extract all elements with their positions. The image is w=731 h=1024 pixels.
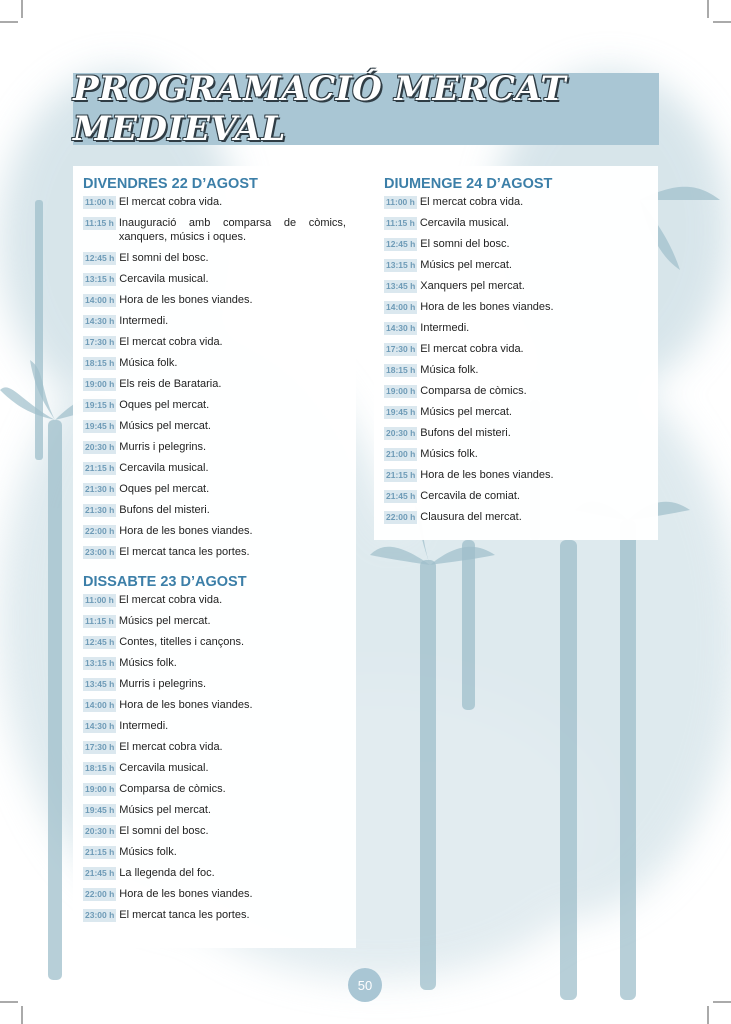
event-activity: Músics pel mercat. [119,420,211,432]
event-activity: Xanquers pel mercat. [420,280,525,292]
event-row [83,719,346,733]
event-time: 22:00 h [386,512,416,522]
event-row [384,279,648,293]
event-activity: El mercat cobra vida. [420,343,524,355]
event-row [83,461,346,475]
event-row [83,524,346,538]
event-time: 13:15 h [85,274,115,284]
event-list [384,195,648,524]
event-activity: Músics pel mercat. [420,259,512,271]
event-row [83,419,346,433]
event-row [83,698,346,712]
event-time: 17:30 h [85,742,115,752]
event-time: 18:15 h [85,358,115,368]
event-row [83,677,346,691]
event-activity: Comparsa de còmics. [420,385,527,397]
event-row [83,216,346,244]
day-block-friday [83,175,346,559]
event-time: 17:30 h [386,344,416,354]
event-time: 21:15 h [386,470,416,480]
event-row [83,545,346,559]
event-row [384,384,648,398]
event-time: 18:15 h [386,365,416,375]
event-time: 11:15 h [85,616,114,626]
event-row [83,195,346,209]
event-activity: Cercavila musical. [119,273,209,285]
schedule-panel-right [374,166,658,540]
event-activity: Hora de les bones viandes. [119,699,253,711]
event-activity: El mercat cobra vida. [119,741,223,753]
event-activity: Cercavila de comiat. [420,490,520,502]
event-activity: Intermedi. [119,720,169,732]
event-row [384,216,648,230]
day-block-saturday [83,573,346,922]
event-time: 13:15 h [386,260,416,270]
event-time: 12:45 h [386,239,416,249]
event-activity: El mercat cobra vida. [118,594,223,606]
event-row [83,482,346,496]
event-row [83,440,346,454]
schedule-panel-left [73,166,356,948]
event-time: 21:00 h [386,449,416,459]
event-time: 20:30 h [85,442,115,452]
event-row [384,258,648,272]
event-row [83,377,346,391]
event-activity: El mercat cobra vida. [119,336,223,348]
event-activity: Cercavila musical. [119,462,209,474]
event-row [83,398,346,412]
event-row [384,363,648,377]
event-activity: Músics pel mercat. [420,406,512,418]
event-activity: Inauguració amb comparsa de còmics, xanquers, músics i oques. [118,217,346,243]
event-row [83,614,346,628]
event-activity: Hora de les bones viandes. [119,294,253,306]
event-time: 19:00 h [386,386,416,396]
event-time: 13:15 h [85,658,115,668]
event-row [83,908,346,922]
event-row [83,635,346,649]
event-time: 18:15 h [85,763,115,773]
day-title: DISSABTE 23 D’AGOST [83,574,247,590]
event-time: 14:00 h [85,295,115,305]
event-row [83,761,346,775]
event-time: 19:00 h [85,784,115,794]
event-row [384,195,648,209]
event-row [83,887,346,901]
event-row [83,314,346,328]
event-time: 14:30 h [85,316,115,326]
event-activity: El somni del bosc. [119,825,209,837]
event-activity: Oques pel mercat. [119,399,210,411]
event-time: 19:00 h [85,379,115,389]
event-activity: El mercat tanca les portes. [119,546,250,558]
day-block-sunday [384,175,648,524]
event-time: 14:00 h [386,302,416,312]
event-activity: Músics folk. [420,448,478,460]
event-time: 13:45 h [85,679,115,689]
event-activity: Músics folk. [119,657,177,669]
event-time: 14:30 h [386,323,416,333]
event-row [83,293,346,307]
title-banner [73,69,659,149]
event-time: 23:00 h [85,910,115,920]
event-row [83,866,346,880]
event-activity: Bufons del misteri. [420,427,511,439]
event-activity: Murris i pelegrins. [119,678,207,690]
event-row [83,272,346,286]
event-row [83,251,346,265]
event-time: 13:45 h [386,281,416,291]
event-activity: Músics pel mercat. [118,615,211,627]
event-activity: Música folk. [119,357,178,369]
event-activity: Hora de les bones viandes. [119,888,253,900]
event-list [83,195,346,559]
event-activity: El somni del bosc. [119,252,209,264]
event-row [83,593,346,607]
event-activity: Murris i pelegrins. [119,441,207,453]
event-time: 12:45 h [85,253,115,263]
event-activity: Oques pel mercat. [119,483,210,495]
event-row [384,321,648,335]
event-activity: Músics folk. [119,846,177,858]
event-activity: Intermedi. [119,315,169,327]
event-activity: Hora de les bones viandes. [420,301,554,313]
event-time: 21:45 h [85,868,115,878]
event-time: 17:30 h [85,337,115,347]
event-time: 19:15 h [85,400,115,410]
event-activity: Contes, titelles i cançons. [119,636,245,648]
event-row [384,489,648,503]
event-time: 21:30 h [85,484,115,494]
event-activity: El mercat cobra vida. [419,196,524,208]
event-row [384,405,648,419]
event-activity: Hora de les bones viandes. [420,469,554,481]
event-row [384,237,648,251]
event-row [83,740,346,754]
event-list [83,593,346,922]
page-number: 50 [348,968,382,1002]
day-title: DIVENDRES 22 D’AGOST [83,176,258,192]
event-time: 12:45 h [85,637,115,647]
event-activity: Els reis de Barataria. [119,378,222,390]
event-row [384,468,648,482]
event-time: 19:45 h [85,805,115,815]
event-activity: Hora de les bones viandes. [119,525,253,537]
event-activity: El mercat cobra vida. [118,196,223,208]
event-row [83,845,346,859]
event-activity: El somni del bosc. [420,238,510,250]
event-time: 21:30 h [85,505,115,515]
event-activity: Intermedi. [420,322,470,334]
event-time: 11:00 h [85,197,114,207]
event-time: 21:15 h [85,847,115,857]
event-time: 19:45 h [85,421,115,431]
event-row [83,356,346,370]
event-row [384,342,648,356]
event-activity: Cercavila musical. [119,762,209,774]
event-row [83,503,346,517]
event-row [384,300,648,314]
event-row [83,782,346,796]
event-time: 21:45 h [386,491,416,501]
event-time: 22:00 h [85,889,115,899]
event-time: 22:00 h [85,526,115,536]
event-row [83,656,346,670]
event-activity: El mercat tanca les portes. [119,909,250,921]
event-activity: Músics pel mercat. [119,804,211,816]
event-time: 21:15 h [85,463,115,473]
event-row [384,510,648,524]
event-row [83,335,346,349]
day-title: DIUMENGE 24 D’AGOST [384,176,553,192]
event-time: 14:30 h [85,721,115,731]
event-row [83,803,346,817]
event-time: 11:00 h [85,595,114,605]
event-time: 11:15 h [85,218,114,228]
event-activity: Bufons del misteri. [119,504,210,516]
event-row [384,447,648,461]
event-activity: Clausura del mercat. [420,511,522,523]
event-time: 11:15 h [386,218,415,228]
event-time: 11:00 h [386,197,415,207]
event-row [83,824,346,838]
event-time: 14:00 h [85,700,115,710]
event-time: 20:30 h [85,826,115,836]
page-title: PROGRAMACIÓ MERCAT MEDIEVAL [73,69,567,149]
event-time: 23:00 h [85,547,115,557]
event-activity: Música folk. [420,364,479,376]
event-activity: La llegenda del foc. [119,867,215,879]
event-activity: Comparsa de còmics. [119,783,226,795]
event-time: 20:30 h [386,428,416,438]
event-time: 19:45 h [386,407,416,417]
event-row [384,426,648,440]
event-activity: Cercavila musical. [419,217,510,229]
